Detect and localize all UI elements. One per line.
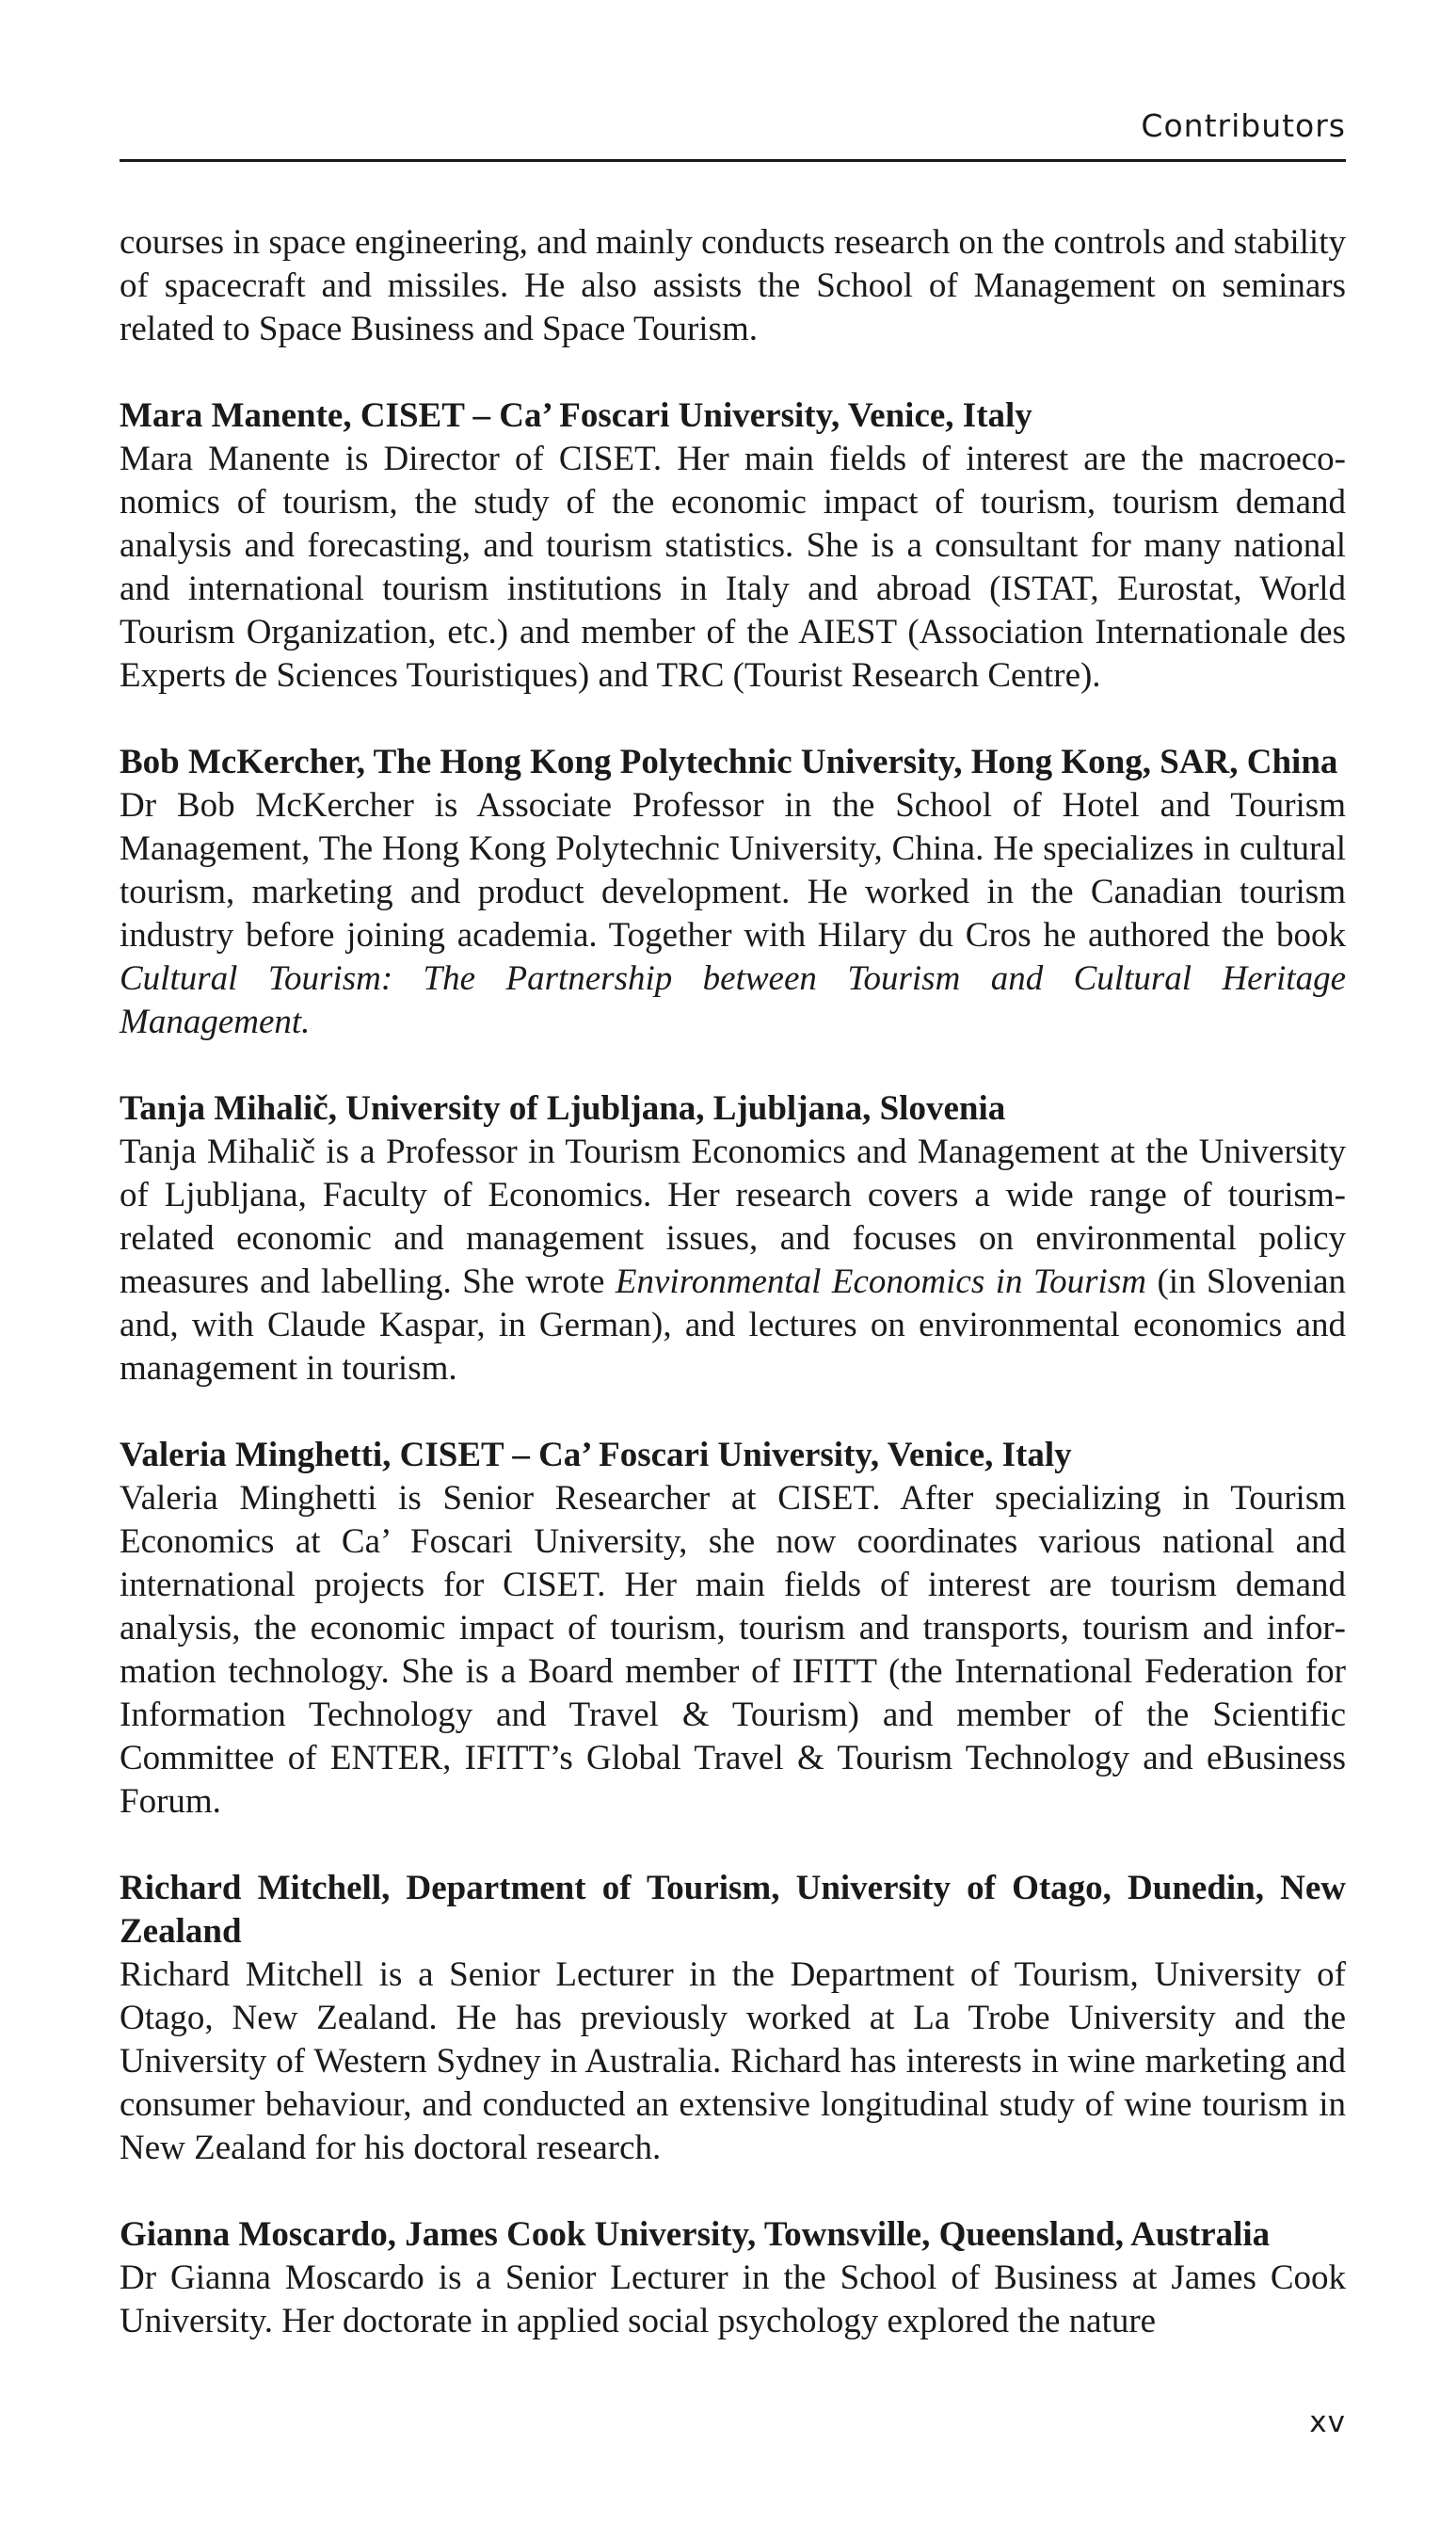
contributor-bio: Valeria Minghetti is Senior Researcher at CISET. After specializing in Tourism Economics at Ca’ Foscari University, she now coordinates various national and international projects for CISET. Her main fields of interest are tourism demand analysis, the economic impact of tourism, tourism and transports, tourism and information technology. She is a Board member of IFITT (the International Federation for Information Technology and Travel & Tourism) and member of the Scientific Committee of ENTER, IFITT’s Global Travel & Tourism Technology and eBusiness Forum. <box>120 1479 1346 1821</box>
contributor-entry-mitchell <box>120 1867 1346 2170</box>
contributor-heading: Richard Mitchell, Department of Tourism, University of Otago, Dunedin, New Zealand <box>120 1869 1346 1951</box>
book-title: Cultural Tourism: The Partnership between Tourism and Cultural Heritage Management. <box>120 959 1346 1041</box>
contributor-bio <box>120 1131 1346 1391</box>
contributor-heading: Valeria Minghetti, CISET – Ca’ Foscari University, Venice, Italy <box>120 1436 1072 1474</box>
running-head <box>120 105 1346 162</box>
contributor-entry-moscardo <box>120 2213 1346 2343</box>
running-head-title: Contributors <box>1141 107 1346 144</box>
contributor-heading: Bob McKercher, The Hong Kong Polytechnic University, Hong Kong, SAR, China <box>120 743 1338 781</box>
contributor-entry-mihalic <box>120 1087 1346 1391</box>
contributor-entry-manente <box>120 394 1346 698</box>
bio-text: (in Slovenian and, with Claude Kaspar, in German), and lectures on environmental economics and management in tourism. <box>120 1262 1346 1388</box>
contributor-heading: Mara Manente, CISET – Ca’ Foscari University, Venice, Italy <box>120 396 1032 435</box>
bio-text: Tanja Mihalič is a Professor in Tourism Economics and Management at the University of Ljubljana, Faculty of Economics. Her research covers a wide range of tourism-related economic and management issues, and focuses on environmental policy measures and labelling. She wrote <box>120 1133 1346 1301</box>
contributor-entry-minghetti <box>120 1434 1346 1824</box>
continuation-paragraph: courses in space engineering, and mainly conducts research on the controls and stability of spacecraft and missiles. He also assists the School of Management on seminars related to Space Business and Space Tourism. <box>120 223 1346 348</box>
contributor-bio: Mara Manente is Director of CISET. Her main fields of interest are the macroeconomics of tourism, the study of the economic impact of tourism, tourism demand analysis and forecasting, and tourism statistics. She is a consultant for many national and international tourism institutions in Italy and abroad (ISTAT, Eurostat, World Tourism Organization, etc.) and member of the AIEST (Association Internationale des Experts de Sciences Touristiques) and TRC (Tourist Research Centre). <box>120 440 1346 695</box>
bio-text: Dr Bob McKercher is Associate Professor in the School of Hotel and Tourism Management, The Hong Kong Polytechnic University, China. He specializes in cultural tourism, marketing and product development. He worked in the Canadian tourism industry before joining academia. Together with Hilary du Cros he authored the book <box>120 786 1346 955</box>
contributors-text <box>120 221 1346 2343</box>
contributor-bio <box>120 784 1346 1044</box>
book-title: Environmental Economics in Tourism <box>615 1262 1146 1301</box>
contributor-entry-mckercher <box>120 741 1346 1044</box>
contributor-bio: Dr Gianna Moscardo is a Senior Lecturer in the School of Business at James Cook University. Her doctorate in applied social psychology explored the nature <box>120 2259 1346 2340</box>
contributor-heading: Gianna Moscardo, James Cook University, Townsville, Queensland, Australia <box>120 2215 1271 2254</box>
contributor-heading: Tanja Mihalič, University of Ljubljana, Ljubljana, Slovenia <box>120 1089 1006 1128</box>
page-number: xv <box>1309 2405 1346 2439</box>
contributor-bio: Richard Mitchell is a Senior Lecturer in the Department of Tourism, University of Otago, New Zealand. He has previously worked at La Trobe University and the University of Western Sydney in Australia. Richard has interests in wine marketing and consumer behaviour, and conducted an extensive longitudinal study of wine tourism in New Zealand for his doctoral research. <box>120 1955 1346 2167</box>
